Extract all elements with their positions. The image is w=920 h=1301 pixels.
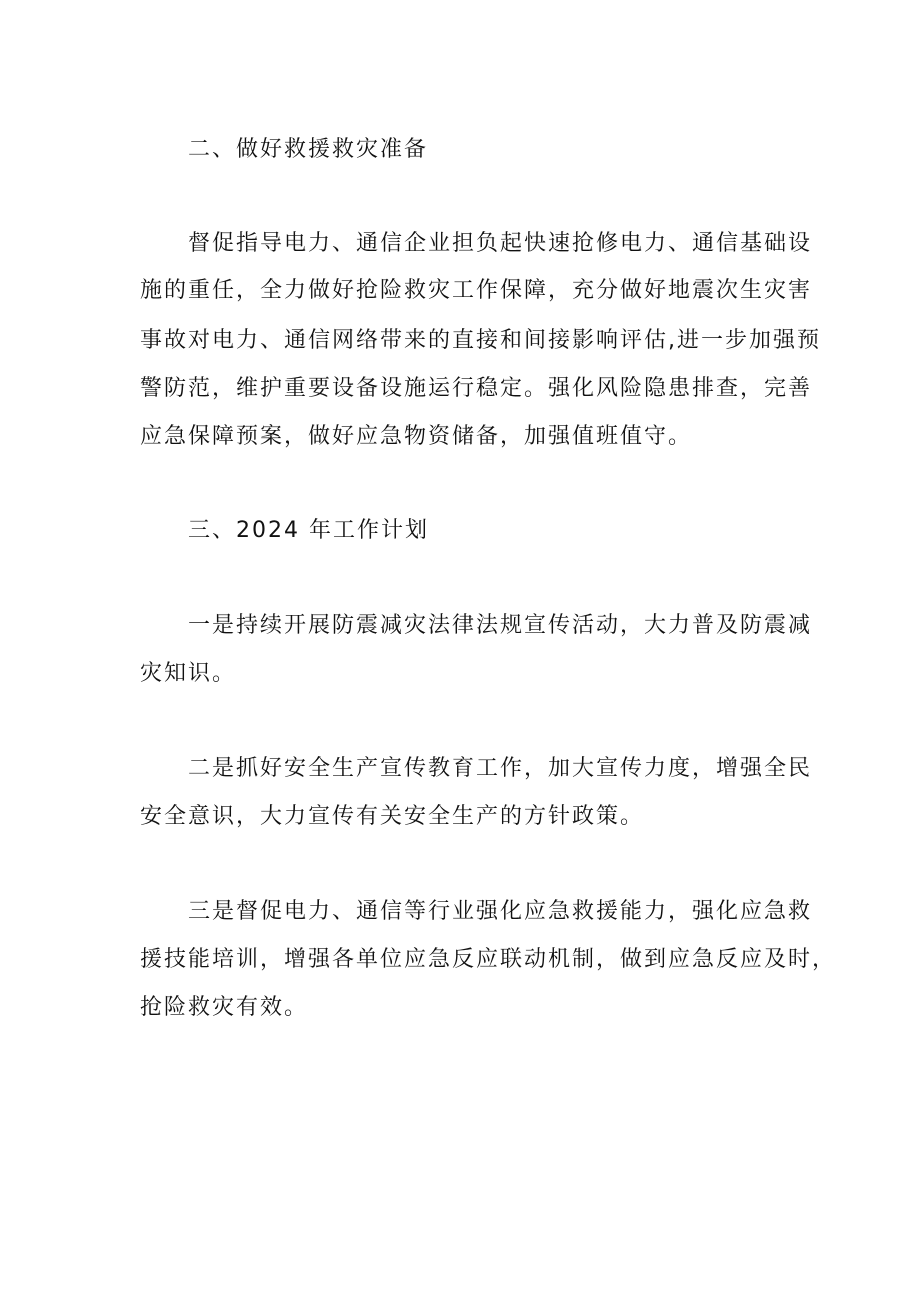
- plan-item-3-line: 抢险救灾有效。: [140, 995, 309, 1020]
- section-heading-2: 二、做好救援救灾准备: [188, 137, 429, 162]
- plan-item-2-line: 安全意识，大力宣传有关安全生产的方针政策。: [140, 804, 645, 829]
- plan-item-1-line: 一是持续开展防震减灾法律法规宣传活动，大力普及防震减: [188, 613, 813, 638]
- section-heading-3: 三、2024 年工作计划: [188, 518, 429, 543]
- paragraph-line: 警防范，维护重要设备设施运行稳定。强化风险隐患排查，完善: [140, 376, 813, 401]
- paragraph-line: 施的重任，全力做好抢险救灾工作保障，充分做好地震次生灾害: [140, 278, 813, 303]
- paragraph-line: 督促指导电力、通信企业担负起快速抢修电力、通信基础设: [188, 231, 813, 256]
- plan-item-3-line: 援技能培训，增强各单位应急反应联动机制，做到应急反应及时，: [140, 947, 837, 972]
- plan-item-1-line: 灾知识。: [140, 661, 237, 686]
- paragraph-line: 应急保障预案，做好应急物资储备，加强值班值守。: [140, 424, 693, 449]
- paragraph-line: 事故对电力、通信网络带来的直接和间接影响评估,进一步加强预: [140, 328, 821, 353]
- plan-item-3-line: 三是督促电力、通信等行业强化应急救援能力，强化应急救: [188, 899, 813, 924]
- plan-item-2-line: 二是抓好安全生产宣传教育工作，加大宣传力度，增强全民: [188, 756, 813, 781]
